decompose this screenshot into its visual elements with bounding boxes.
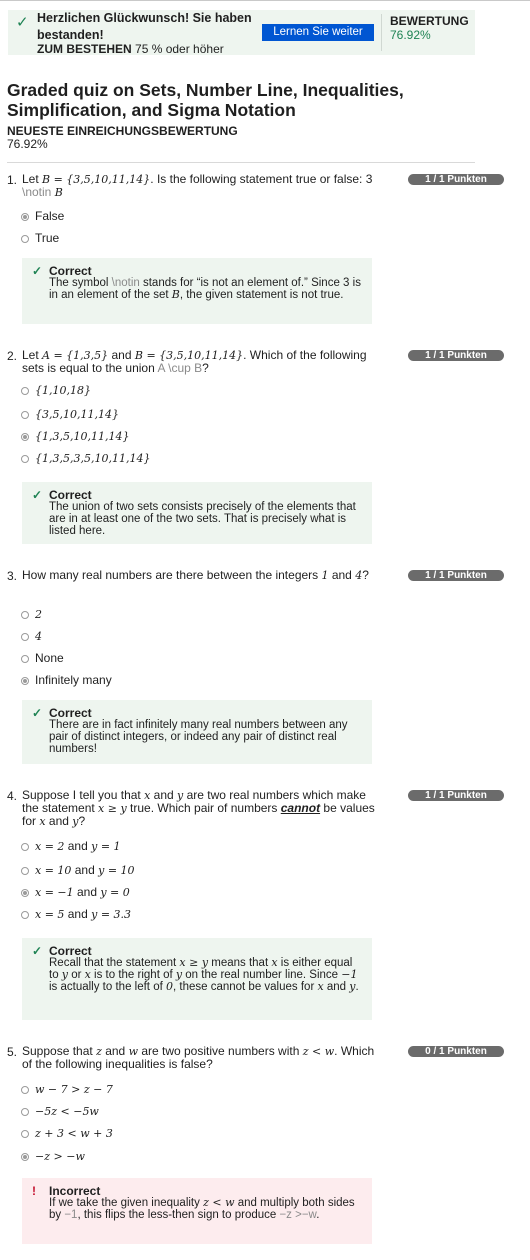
radio-selected-icon[interactable] [21,1153,29,1161]
question-number: 1. [7,173,18,187]
feedback-title: Correct [49,706,92,720]
feedback-box [22,258,372,324]
score-badge: 1 / 1 Punkten [408,174,504,185]
feedback-title: Incorrect [49,1184,101,1198]
answer-option[interactable]: False [21,209,64,223]
radio-icon[interactable] [21,867,29,875]
answer-option[interactable]: x = 5 and y = 3.3 [21,907,131,921]
latest-submission-label: NEUESTE EINREICHUNGSBEWERTUNG [7,124,238,138]
feedback-box [22,1178,372,1244]
banner-divider [381,14,382,51]
answer-option[interactable]: {3,5,10,11,14} [21,407,119,421]
answer-option[interactable]: 2 [21,607,42,621]
answer-option[interactable]: x = 10 and y = 10 [21,863,135,877]
alert-icon: ! [32,1184,36,1198]
feedback-title: Correct [49,944,92,958]
feedback-text: The union of two sets consists precisely of the elements that are in at least one of the two sets. That is precisely what is listed here. [49,501,356,537]
question-text: Suppose that z and w are two positive numbers with z < w. Which of the following inequalities is false? [22,1044,375,1071]
pass-requirement: ZUM BESTEHEN 75 % oder höher [37,42,224,56]
radio-icon[interactable] [21,655,29,663]
pass-banner [8,10,475,55]
question-text: Let B = {3,5,10,11,14}. Is the following statement true or false: 3 \notin B [22,172,373,199]
feedback-box [22,938,372,1020]
answer-option[interactable]: x = 2 and y = 1 [21,839,121,853]
feedback-title: Correct [49,264,92,278]
score-badge: 0 / 1 Punkten [408,1046,504,1057]
radio-selected-icon[interactable] [21,213,29,221]
feedback-text: If we take the given inequality z < w and multiply both sides by −1, this flips the less-then sign to produce −z >−w. [49,1196,355,1221]
checkmark-icon: ✓ [32,944,43,958]
quiz-title: Graded quiz on Sets, Number Line, Inequalities, Simplification, and Sigma Notation [7,80,404,120]
question-text: How many real numbers are there between the integers 1 and 4? [22,568,369,582]
grade-label: BEWERTUNG [390,14,469,28]
feedback-box [22,482,372,544]
radio-icon[interactable] [21,1108,29,1116]
emphasis-cannot: cannot [280,801,321,815]
continue-learning-button[interactable]: Lernen Sie weiter [262,24,374,41]
answer-option[interactable]: z + 3 < w + 3 [21,1126,113,1140]
grade-value: 76.92% [390,28,431,42]
score-badge: 1 / 1 Punkten [408,570,504,581]
question-number: 5. [7,1045,18,1059]
radio-icon[interactable] [21,387,29,395]
question-text: Suppose I tell you that x and y are two real numbers which make the statement x ≥ y true. Which pair of numbers cannot be values for x and y? [22,788,375,828]
radio-icon[interactable] [21,1130,29,1138]
checkmark-icon: ✓ [16,14,29,31]
answer-option[interactable]: −5z < −5w [21,1104,99,1118]
radio-icon[interactable] [21,843,29,851]
answer-option[interactable]: {1,10,18} [21,383,91,397]
feedback-title: Correct [49,488,92,502]
answer-option[interactable]: x = −1 and y = 0 [21,885,130,899]
radio-icon[interactable] [21,235,29,243]
answer-option[interactable]: None [21,651,64,665]
radio-selected-icon[interactable] [21,889,29,897]
radio-icon[interactable] [21,611,29,619]
answer-option[interactable]: {1,3,5,10,11,14} [21,429,129,443]
feedback-text: Recall that the statement x ≥ y means that x is either equal to y or x is to the right of y on the real number line. Since −1 is actually to the left of 0, these cannot be values for x and y. [49,956,359,993]
checkmark-icon: ✓ [32,488,43,502]
radio-icon[interactable] [21,455,29,463]
question-number: 3. [7,569,18,583]
feedback-text: There are in fact infinitely many real numbers between any pair of distinct integers, or indeed any pair of distinct real numbers! [49,719,348,755]
question-number: 2. [7,349,18,363]
answer-option[interactable]: −z > −w [21,1149,85,1163]
score-badge: 1 / 1 Punkten [408,350,504,361]
checkmark-icon: ✓ [32,706,43,720]
radio-icon[interactable] [21,411,29,419]
latest-submission-grade: 76.92% [7,137,48,151]
answer-option[interactable]: 4 [21,629,42,643]
answer-option[interactable]: True [21,231,59,245]
radio-icon[interactable] [21,1086,29,1094]
radio-icon[interactable] [21,911,29,919]
feedback-box [22,700,372,764]
feedback-text: The symbol \notin stands for “is not an element of.” Since 3 is in an element of the set B, the given statement is not true. [49,277,361,301]
radio-selected-icon[interactable] [21,677,29,685]
answer-option[interactable]: {1,3,5,3,5,10,11,14} [21,451,150,465]
section-divider [7,162,475,163]
top-divider [0,0,530,1]
question-number: 4. [7,789,18,803]
radio-selected-icon[interactable] [21,433,29,441]
answer-option[interactable]: w − 7 > z − 7 [21,1082,113,1096]
score-badge: 1 / 1 Punkten [408,790,504,801]
answer-option[interactable]: Infinitely many [21,673,112,687]
question-text: Let A = {1,3,5} and B = {3,5,10,11,14}. Which of the following sets is equal to the union A \cup B? [22,348,367,375]
pass-message: Herzlichen Glückwunsch! Sie haben bestanden! [37,11,252,42]
radio-icon[interactable] [21,633,29,641]
checkmark-icon: ✓ [32,264,43,278]
